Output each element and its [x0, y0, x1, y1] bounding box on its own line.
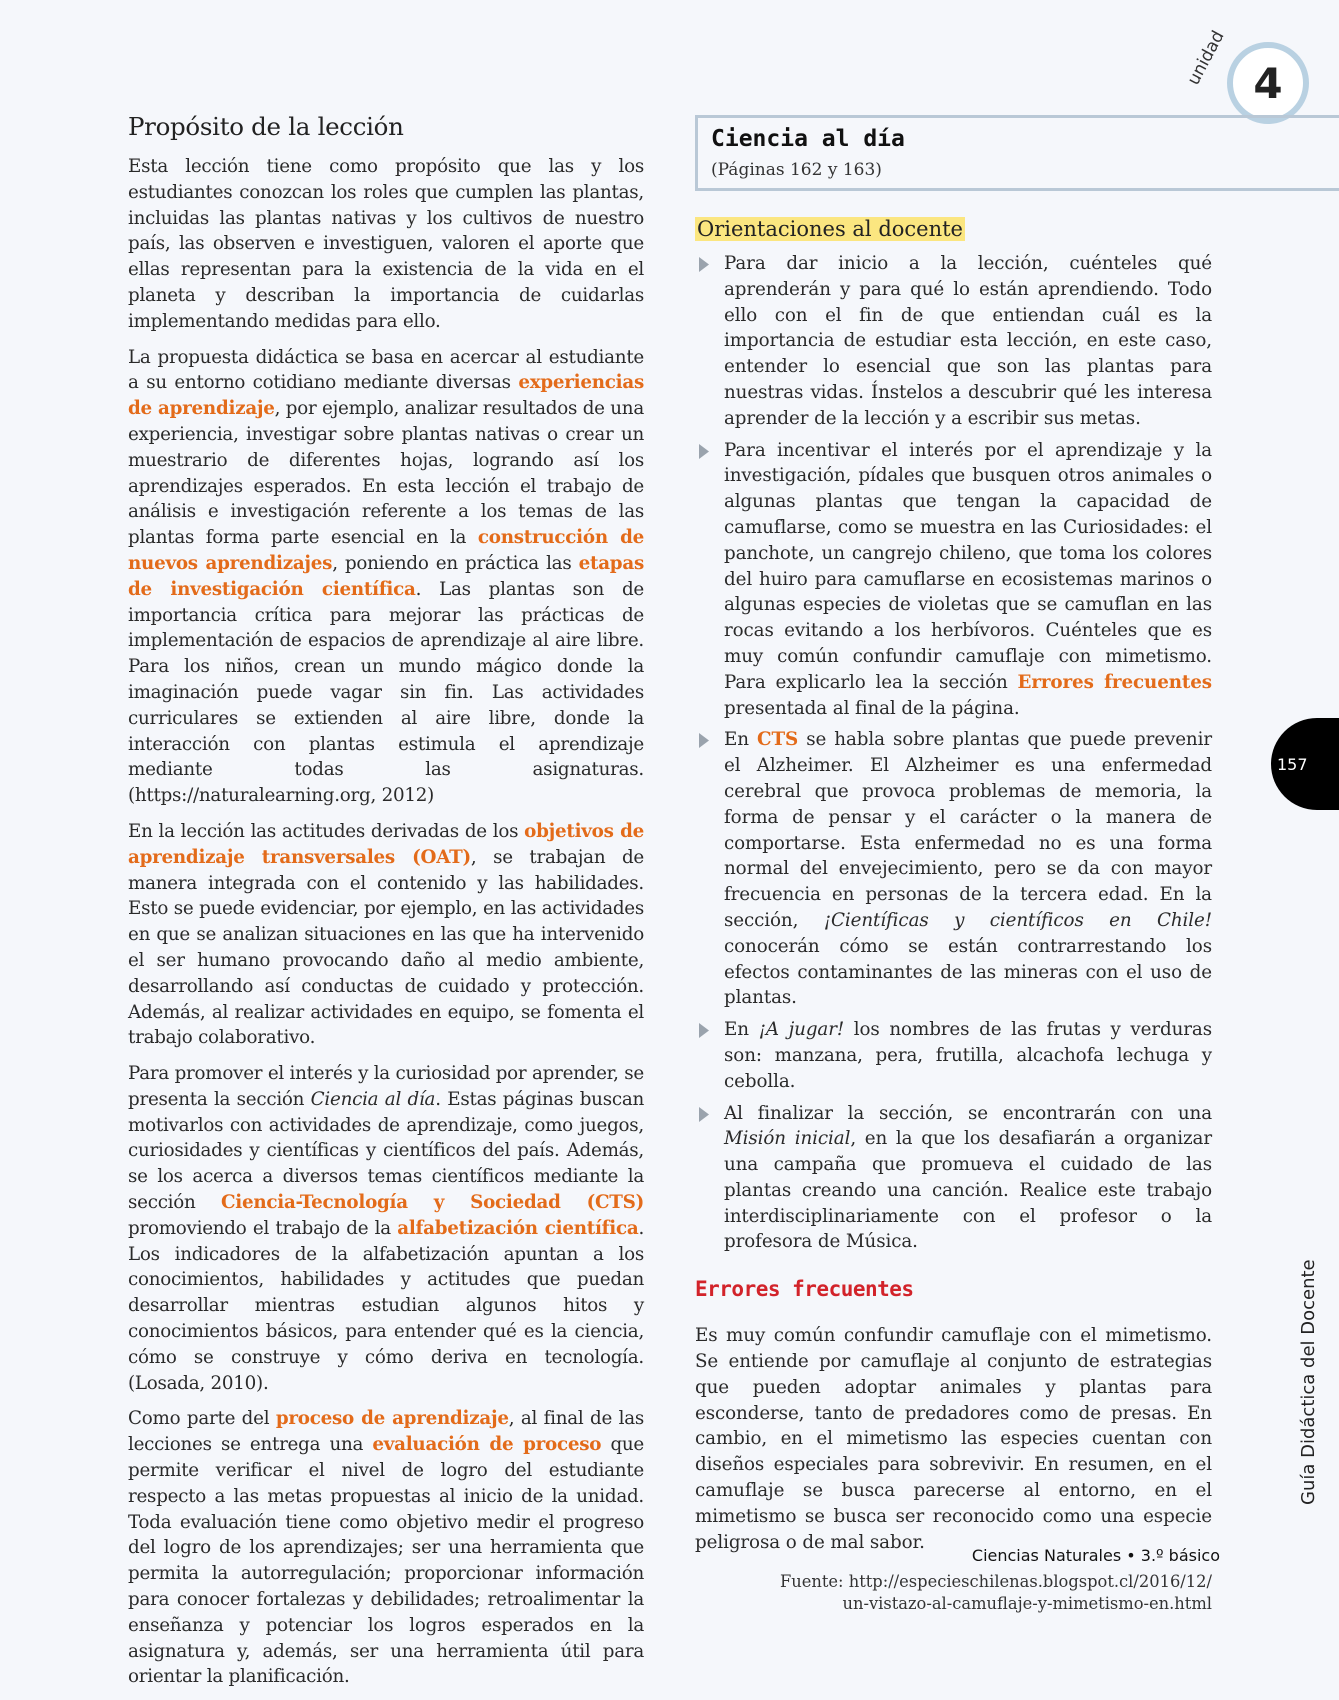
paragraph-2: La propuesta didáctica se basa en acercar al estudiante a su entorno cotidiano mediante diversas experiencias de aprendizaje, por ejemplo, analizar resultados de una experiencia, investigar sobre plantas nativas o crear un muestrario de diferentes hojas, logrando así los aprendizajes esperados. En esta lección el trabajo de análisis e investigación referente a los temas de las plantas forma parte esencial en la construcción de nuevos aprendizajes, poniendo en práctica las etapas de investigación científica. Las plantas son de importancia crítica para mejorar las prácticas de implementación de espacios de aprendizaje al aire libre. Para los niños, crean un mundo mágico donde la imaginación puede vagar sin fin. Las actividades curriculares se extienden al aire libre, donde la interacción con plantas estimula el aprendizaje mediante todas las asignaturas. (https://naturalearning.org, 2012) [128, 346, 645, 807]
bullet-icon [699, 257, 709, 272]
orientaciones-heading: Orientaciones al docente [697, 217, 963, 241]
highlight-term: objetivos de aprendizaje transversales (OAT) [128, 820, 644, 868]
list-item: En ¡A jugar! los nombres de las frutas y verduras son: manzana, pera, frutilla, alcachofa lechuga y cebolla. [695, 1017, 1212, 1094]
source-citation: Fuente: http://especieschilenas.blogspot.cl/2016/12/ un-vistazo-al-camuflaje-y-mimetismo-en.html [779, 1572, 1212, 1614]
highlight-term: proceso de aprendizaje [275, 1408, 509, 1430]
box-title: Ciencia al día [711, 126, 905, 152]
highlight-term: Ciencia-Tecnología y Sociedad (CTS) [220, 1192, 644, 1214]
highlight-term: experiencias de aprendizaje [128, 372, 644, 420]
errores-text: Es muy común confundir camuflaje con el mimetismo. Se entiende por camuflaje al conjunto de estrategias que pueden adoptar animales y plantas para esconderse, tanto de predadores como de presas. En cambio, en el mimetismo las especies cuentan con diseños especiales para sobrevivir. En resumen, en el camuflaje se busca parecerse al entorno, en el mimetismo se busca ser reconocido como una especie peligrosa o de mal sabor. [695, 1325, 1212, 1553]
bullet-icon [699, 733, 709, 748]
right-column [695, 115, 1212, 1615]
bullet-icon [699, 1107, 709, 1122]
highlight-term: evaluación de proceso [372, 1434, 602, 1456]
orientaciones-list [695, 251, 1212, 1255]
bullet-icon [699, 444, 709, 459]
page-number-tab: 157 [1271, 718, 1339, 810]
paragraph-4: Para promover el interés y la curiosidad por aprender, se presenta la sección Ciencia al día. Estas páginas buscan motivarlos con actividades de aprendizaje, como juegos, curiosidades y científicas y científicos del país. Además, se los acerca a diversos temas científicos mediante la sección Ciencia-Tecnología y Sociedad (CTS) promoviendo el trabajo de la alfabetización científica. Los indicadores de la alfabetización apuntan a los conocimientos, habilidades y actitudes que puedan desarrollar mientras estudian algunos hitos y conocimientos básicos, para entender qué es la ciencia, cómo se construye y cómo deriva en tecnología. (Losada, 2010). [128, 1063, 644, 1394]
paragraph-5: Como parte del proceso de aprendizaje, al final de las lecciones se entrega una evaluación de proceso que permite verificar el nivel de logro del estudiante respecto a las metas propuestas al inicio de la unidad. Toda evaluación tiene como objetivo medir el progreso del logro de los aprendizajes; ser una herramienta que permita la autorregulación; proporcionar información para conocer fortalezas y debilidades; retroalimentar la enseñanza y potenciar los logros esperados en la asignatura y, además, ser una herramienta útil para orientar la planificación. [128, 1408, 644, 1688]
list-item: Para dar inicio a la lección, cuénteles qué aprenderán y para qué lo están aprendiendo. Todo ello con el fin de que entiendan cuál es la importancia de estudiar esta lección, en este caso, entender lo esencial que son las plantas para nuestras vidas. Ínstelos a descubrir qué les interesa aprender de la lección y a escribir sus metas. [695, 251, 1212, 432]
unit-label: unidad [1183, 27, 1229, 89]
highlight-term: construcción de nuevos aprendizajes [128, 527, 645, 574]
box-pages: (Páginas 162 y 163) [711, 160, 882, 180]
list-item: Para incentivar el interés por el aprendizaje y la investigación, pídales que busquen otros animales o algunas plantas que tengan la capacidad de camuflarse, como se muestra en las Curiosidades: el panchote, un cangrejo chileno, que toma los colores del huiro para camuflarse en ecosistemas marinos o algunas especies de violetas que se camuflan en las rocas evitando a los herbívoros. Cuénteles que es muy común confundir camuflaje con mimetismo. Para explicarlo lea la sección Errores frecuentes presentada al final de la página. [695, 438, 1212, 722]
list-item: En CTS se habla sobre plantas que puede prevenir el Alzheimer. El Alzheimer es una enfermedad cerebral que provoca problemas de memoria, la forma de pensar y el carácter o la manera de comportarse. Esta enfermedad no es una forma normal del envejecimiento, pero se da con mayor frecuencia en personas de la tercera edad. En la sección, ¡Científicas y científicos en Chile! conocerán cómo se están contrarrestando los efectos contaminantes de las mineras con el uso de plantas. [695, 727, 1212, 1011]
list-item: Al finalizar la sección, se encontrarán con una Misión inicial, en la que los desafiarán a organizar una campaña que promueva el cuidado de las plantas creando una canción. Realice este trabajo interdisciplinariamente con el profesor o la profesora de Música. [695, 1101, 1212, 1256]
footer: Ciencias Naturales • 3.º básico [971, 1546, 1220, 1565]
highlight-term: CTS [757, 729, 799, 751]
side-title: Guía Didáctica del Docente [1298, 1259, 1319, 1505]
unit-number: 4 [1227, 42, 1309, 124]
bullet-icon [699, 1023, 709, 1038]
paragraph-3: En la lección las actitudes derivadas de los objetivos de aprendizaje transversales (OAT), se trabajan de manera integrada con el contenido y las habilidades. Esto se puede evidenciar, por ejemplo, en las actividades en que se analizan situaciones en las que ha intervenido el ser humano provocando daño al medio ambiente, desarrollando así conductas de cuidado y protección. Además, al realizar actividades en equipo, se fomenta el trabajo colaborativo. [128, 820, 644, 1049]
ciencia-al-dia-box [695, 115, 1339, 191]
highlight-term: alfabetización científica [397, 1217, 639, 1239]
errores-heading: Errores frecuentes [695, 1277, 914, 1302]
paragraph-1: Esta lección tiene como propósito que las y los estudiantes conozcan los roles que cumplen las plantas, incluidas las plantas nativas y los cultivos de nuestro país, las observen e investiguen, valoren el aporte que ellas representan para la existencia de la vida en el planeta y describan la importancia de cuidarlas implementando medidas para ello. [128, 156, 644, 332]
unit-badge [1183, 27, 1315, 125]
left-column [128, 112, 644, 1700]
section-title: Propósito de la lección [128, 112, 404, 141]
highlight-term: etapas de investigación científica [128, 552, 644, 600]
highlight-term: Errores frecuentes [1017, 671, 1212, 693]
